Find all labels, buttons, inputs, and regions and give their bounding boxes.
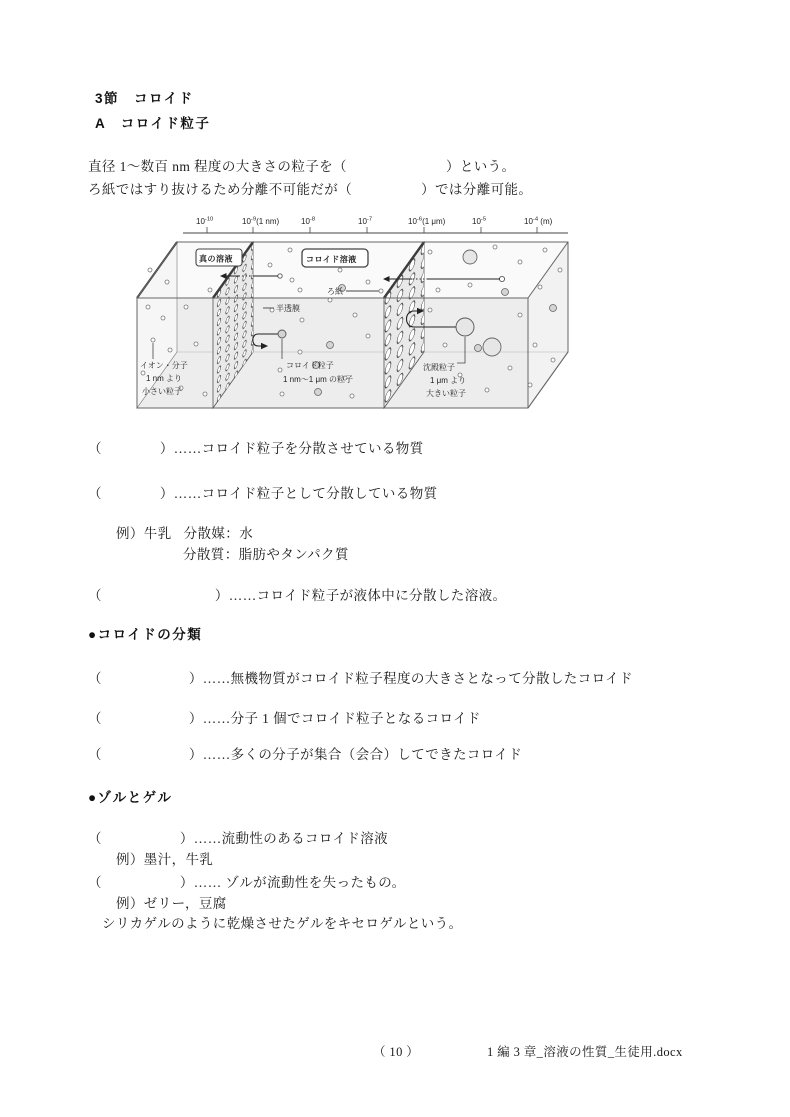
dispersed-substance-desc: ）……コロイド粒子として分散している物質 [159, 486, 438, 501]
classification-heading: ●コロイドの分類 [88, 627, 203, 642]
svg-text:1 nm より: 1 nm より [146, 374, 183, 383]
intro-line-2 [88, 178, 532, 198]
scale-tick-label: $10^{-9}(1$ nm) [242, 216, 280, 226]
scale-tick-label: $10^{-7}$ [358, 216, 373, 226]
blank-line-dispersion-medium [88, 437, 424, 457]
gel-example-line: 例）ゼリー，豆腐 [116, 896, 227, 911]
blank-line-colloid-solution [88, 584, 506, 604]
colloid-solution-desc: ）……コロイド粒子が液体中に分散した溶液。 [214, 588, 507, 603]
colloid-particle-callout [278, 330, 286, 338]
fill-in-blank [347, 170, 446, 171]
svg-text:大きい粒子: 大きい粒子 [426, 389, 466, 398]
scale-tick-label: $10^{-4}$ (m) [524, 216, 553, 226]
intro-line-1-pre: 直径 1～数百 nm 程度の大きさの粒子を（ [88, 159, 347, 174]
example-label: 例）牛乳 [116, 526, 172, 541]
svg-text:1 μm より: 1 μm より [430, 376, 467, 385]
sediment-particle-callout [456, 318, 474, 336]
document-filename: 1 編 3 章_溶液の性質_生徒用.docx [487, 1045, 683, 1059]
true-solution-label [196, 249, 242, 266]
open-paren: （ [88, 875, 102, 890]
dispersion-medium-desc: ）……コロイド粒子を分散させている物質 [159, 441, 424, 456]
blank-line-dispersed-colloid [88, 667, 633, 687]
page-number: （ 10 ） [373, 1045, 420, 1059]
intro-line-1-post: ）という。 [445, 159, 516, 174]
svg-text:コロイド粒子: コロイド粒子 [286, 361, 334, 370]
intro-line-2-pre: ろ紙ではすり抜けるため分離不可能だが（ [88, 182, 353, 197]
ion-particle [151, 338, 155, 342]
fill-in-blank [102, 722, 189, 723]
blank-line-sol [88, 827, 388, 847]
open-paren: （ [88, 588, 102, 603]
example-substance-line: 分散質：脂肪やタンパク質 [183, 547, 349, 562]
svg-text:イオン・分子: イオン・分子 [140, 361, 188, 370]
svg-text:コロイド溶液: コロイド溶液 [306, 255, 357, 264]
svg-text:沈殿粒子: 沈殿粒子 [423, 363, 455, 372]
fill-in-blank [102, 452, 160, 453]
fill-in-blank [102, 497, 160, 498]
open-paren: （ [88, 671, 102, 686]
classification-item-1: ）……無機物質がコロイド粒子程度の大きさとなって分散したコロイド [188, 671, 633, 686]
scale-tick-label: $10^{-8}$ [301, 216, 316, 226]
fill-in-blank [102, 599, 215, 600]
particle-size-diagram [130, 212, 575, 412]
open-paren: （ [88, 747, 102, 762]
svg-text:小さい粒子: 小さい粒子 [142, 387, 182, 396]
fill-in-blank [102, 682, 189, 683]
open-paren: （ [88, 831, 102, 846]
blank-line-gel [88, 871, 406, 891]
sol-example-line: 例）墨汁，牛乳 [116, 852, 214, 867]
fill-in-blank [352, 193, 421, 194]
sol-gel-heading: ●ゾルとゲル [88, 790, 173, 805]
open-paren: （ [88, 486, 102, 501]
sol-desc: ）……流動性のあるコロイド溶液 [179, 831, 389, 846]
xerogel-note: シリカゲルのように乾燥させたゲルをキセロゲルという。 [102, 916, 463, 931]
fill-in-blank [102, 842, 180, 843]
blank-line-association-colloid [88, 743, 522, 763]
open-paren: （ [88, 441, 102, 456]
svg-text:1 nm～1 μm の粒子: 1 nm～1 μm の粒子 [283, 375, 353, 384]
classification-item-2: ）……分子 1 個でコロイド粒子となるコロイド [188, 711, 481, 726]
ion-label [140, 360, 188, 396]
svg-text:真の溶液: 真の溶液 [199, 254, 233, 264]
section-title: 3節 コロイド [95, 91, 194, 106]
size-scale-axis [183, 217, 568, 234]
svg-text:ろ紙: ろ紙 [327, 287, 343, 296]
fill-in-blank [102, 758, 189, 759]
intro-line-2-post: ）では分離可能。 [421, 182, 533, 197]
colloid-solution-label [302, 249, 368, 267]
svg-text:半透膜: 半透膜 [276, 304, 300, 313]
scale-tick-label: $10^{-6}(1$ μm) [408, 216, 446, 226]
example-milk-line [116, 522, 253, 542]
subsection-title: A コロイド粒子 [95, 116, 211, 131]
open-paren: （ [88, 711, 102, 726]
intro-line-1 [88, 155, 515, 175]
scale-tick-label: $10^{-10}$ [196, 216, 214, 226]
classification-item-3: ）……多くの分子が集合（会合）してできたコロイド [188, 747, 523, 762]
example-medium: 分散媒：水 [183, 526, 254, 541]
gel-desc: ）…… ゾルが流動性を失ったもの。 [179, 875, 406, 890]
fill-in-blank [102, 886, 180, 887]
spacer [172, 537, 184, 538]
blank-line-molecular-colloid [88, 707, 481, 727]
scale-tick-label: $10^{-5}$ [472, 216, 487, 226]
blank-line-dispersed-substance [88, 482, 438, 502]
